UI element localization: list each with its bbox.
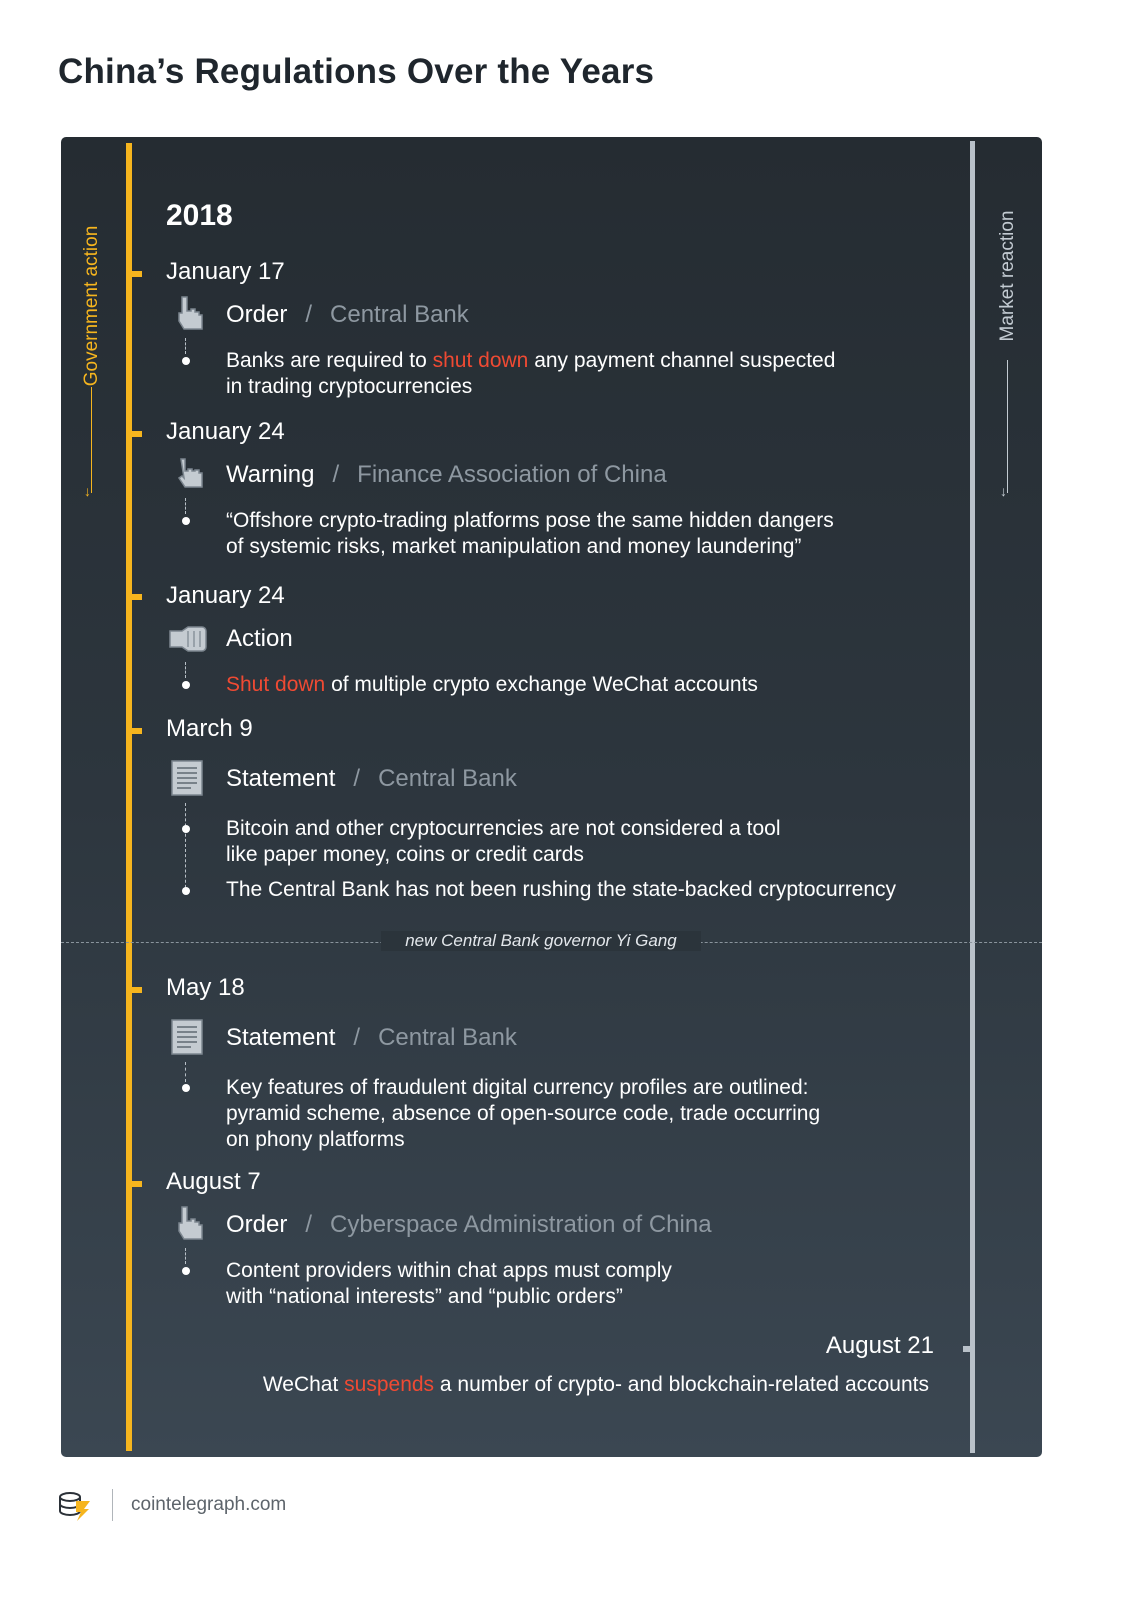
slash-separator: / [353,765,361,792]
event-date: January 17 [166,258,285,285]
action-type: Action [226,625,293,652]
highlight-text: suspends [344,1373,435,1396]
event-tick [126,728,142,734]
highlight-text: Shut down [226,673,326,696]
hand-pointing-icon [166,1205,210,1243]
bullet-text-line: in trading cryptocurrencies [226,375,473,398]
event-action [226,765,517,793]
event-tick [126,594,142,600]
event-bullet-text [226,1258,672,1310]
bullet-dot [182,825,190,833]
event-date: January 24 [166,418,285,445]
event-date: January 24 [166,582,285,609]
action-source: Central Bank [378,765,517,792]
event-action [226,625,293,653]
bullet-text-part: any payment channel suspected [528,349,836,372]
government-action-label: Government action [81,225,102,387]
market-event-tick [963,1346,971,1352]
dotted-connector [185,1062,186,1082]
page-title: China’s Regulations Over the Years [58,52,655,91]
bullet-dot [182,681,190,689]
bullet-text-line: of systemic risks, market manipulation and money laundering” [226,535,802,558]
market-arrow-shaft [1007,360,1008,493]
dotted-connector [185,338,186,354]
action-type: Order [226,1211,288,1238]
market-text-part: WeChat [262,1373,345,1396]
slash-separator: / [353,1024,361,1051]
market-reaction-label: Market reaction [997,210,1018,342]
event-bullet-text [226,508,834,560]
action-type: Order [226,301,288,328]
action-type: Statement [226,1024,336,1051]
event-action [226,1024,517,1052]
action-type: Warning [226,461,315,488]
market-event-date: August 21 [825,1332,934,1359]
event-date: May 18 [166,974,245,1001]
bullet-dot [182,517,190,525]
dotted-connector [185,662,186,678]
bullet-dot [182,1267,190,1275]
bullet-text-part: of multiple crypto exchange WeChat accounts [325,673,758,696]
bullet-text-line: Bitcoin and other cryptocurrencies are not considered a tool [226,817,781,840]
event-tick [126,271,142,277]
cointelegraph-logo-icon [58,1489,92,1523]
bullet-text-line: Content providers within chat apps must comply [226,1259,672,1282]
action-type: Statement [226,765,336,792]
slash-separator: / [332,461,340,488]
document-icon [166,759,210,797]
action-source: Finance Association of China [357,461,667,488]
bullet-text-line: on phony platforms [226,1128,405,1151]
highlight-text: shut down [432,349,529,372]
event-bullet-text [226,1075,820,1153]
event-tick [126,1181,142,1187]
market-event-text [263,1373,929,1397]
timeline-panel [61,137,1042,1457]
market-text-part: a number of crypto- and blockchain-related accounts [434,1373,929,1396]
action-source: Cyberspace Administration of China [330,1211,712,1238]
event-bullet-text [226,672,758,698]
divider-label: new Central Bank governor Yi Gang [381,931,701,951]
event-date: March 9 [166,715,253,742]
event-bullet-text [226,348,835,400]
bullet-text-line: with “national interests” and “public orders” [226,1285,623,1308]
bullet-text-line: pyramid scheme, absence of open-source code, trade occurring [226,1102,821,1125]
government-arrow-icon: ↓ [84,483,91,499]
bullet-text-line: like paper money, coins or credit cards [226,843,584,866]
bullet-text-line: Key features of fraudulent digital currency profiles are outlined: [226,1076,809,1099]
bullet-text-part: Banks are required to [226,349,433,372]
bullet-dot [182,1084,190,1092]
event-tick [126,987,142,993]
event-bullet-text [226,816,780,868]
hand-pointing-icon [166,295,210,333]
dotted-connector [185,803,186,893]
fist-icon [166,621,210,659]
event-date: August 7 [166,1168,261,1195]
market-timeline-line [970,141,975,1453]
bullet-dot [182,357,190,365]
government-timeline-line [126,143,132,1451]
slash-separator: / [305,301,313,328]
market-arrow-icon: ↓ [1000,483,1007,499]
action-source: Central Bank [330,301,469,328]
event-bullet-text: The Central Bank has not been rushing the state-backed cryptocurrency [226,878,897,901]
dotted-connector [185,498,186,514]
document-icon [166,1018,210,1056]
dotted-connector [185,1248,186,1264]
slash-separator: / [305,1211,313,1238]
action-source: Central Bank [378,1024,517,1051]
footer-separator [112,1489,113,1521]
event-action [226,1211,712,1239]
year-heading: 2018 [166,199,233,232]
government-arrow-shaft [91,387,92,493]
hand-raised-icon [166,455,210,493]
bullet-text-line: “Offshore crypto-trading platforms pose the same hidden dangers [226,509,834,532]
event-action [226,461,667,489]
event-action [226,301,469,329]
bullet-dot [182,887,190,895]
footer-site-text: cointelegraph.com [131,1494,287,1515]
event-tick [126,431,142,437]
